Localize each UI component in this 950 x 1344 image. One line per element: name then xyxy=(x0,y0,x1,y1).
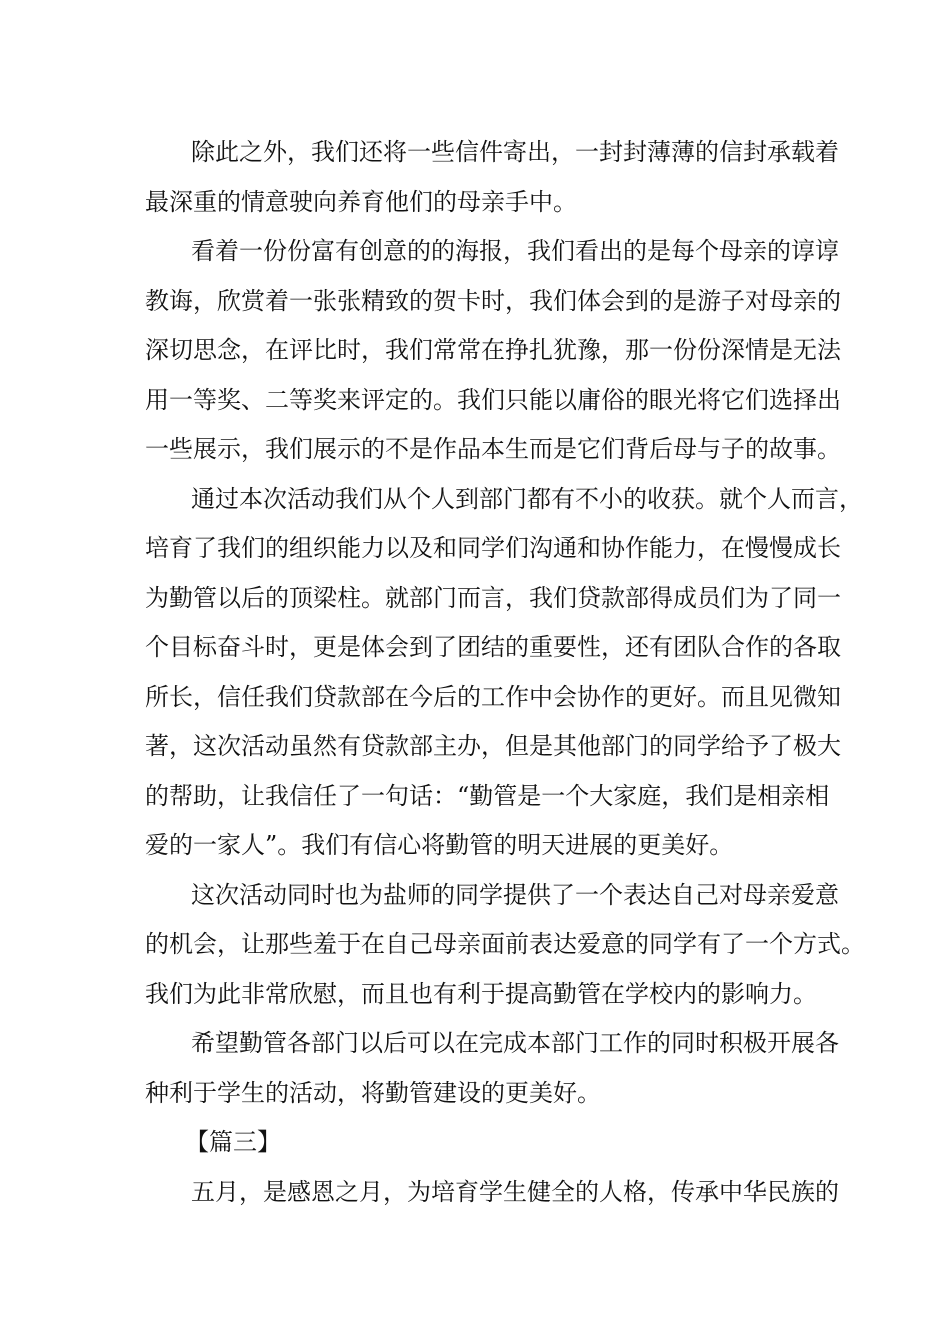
text-line: 深切思念，在评比时，我们常常在挣扎犹豫，那一份份深情是无法 xyxy=(145,336,841,364)
section-heading: 【篇三】 xyxy=(185,1128,281,1156)
document-body xyxy=(145,128,865,1217)
text-line: 的机会，让那些羞于在自己母亲面前表达爱意的同学有了一个方式。 xyxy=(145,930,865,958)
text-line: 这次活动同时也为盐师的同学提供了一个表达自己对母亲爱意 xyxy=(191,880,839,909)
text-line: 培育了我们的组织能力以及和同学们沟通和协作能力，在慢慢成长 xyxy=(145,534,841,562)
text-line: 的帮助，让我信任了一句话：“勤管是一个大家庭，我们是相亲相 xyxy=(145,781,830,810)
text-line: 看着一份份富有创意的的海报，我们看出的是每个母亲的谆谆 xyxy=(191,237,839,265)
text-line: 个目标奋斗时，更是体会到了团结的重要性，还有团队合作的各取 xyxy=(145,633,841,661)
text-line: 爱的一家人”。我们有信心将勤管的明天进展的更美好。 xyxy=(145,831,734,859)
text-line: 除此之外，我们还将一些信件寄出，一封封薄薄的信封承载着 xyxy=(191,138,839,166)
text-line: 教诲，欣赏着一张张精致的贺卡时，我们体会到的是游子对母亲的 xyxy=(145,286,841,315)
text-line: 种利于学生的活动，将勤管建设的更美好。 xyxy=(145,1078,601,1107)
text-line: 希望勤管各部门以后可以在完成本部门工作的同时积极开展各 xyxy=(191,1029,839,1057)
text-line: 著，这次活动虽然有贷款部主办，但是其他部门的同学给予了极大 xyxy=(145,732,841,760)
text-line: 五月，是感恩之月，为培育学生健全的人格，传承中华民族的 xyxy=(191,1177,839,1206)
text-line: 一些展示，我们展示的不是作品本生而是它们背后母与子的故事。 xyxy=(145,435,841,463)
text-line: 最深重的情意驶向养育他们的母亲手中。 xyxy=(145,187,577,216)
text-line: 为勤管以后的顶梁柱。就部门而言，我们贷款部得成员们为了同一 xyxy=(145,583,841,612)
text-line: 我们为此非常欣慰，而且也有利于提高勤管在学校内的影响力。 xyxy=(145,979,817,1008)
text-line: 用一等奖、二等奖来评定的。我们只能以庸俗的眼光将它们选择出 xyxy=(145,385,841,414)
text-line: 通过本次活动我们从个人到部门都有不小的收获。就个人而言， xyxy=(191,484,863,513)
text-line: 所长，信任我们贷款部在今后的工作中会协作的更好。而且见微知 xyxy=(145,682,841,711)
